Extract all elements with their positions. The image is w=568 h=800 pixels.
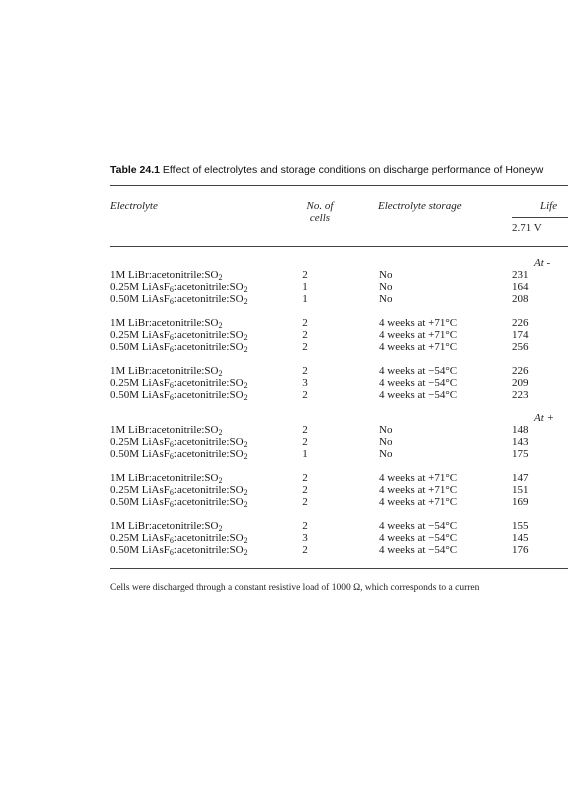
electrolyte-cell <box>110 496 248 508</box>
salt-subscript: 6 <box>169 345 174 354</box>
storage-condition: 4 weeks at −54°C <box>379 377 458 389</box>
header-storage: Electrolyte storage <box>378 200 462 212</box>
electrolyte-salt: LiBr <box>128 365 149 377</box>
life-value: 209 <box>512 377 529 389</box>
electrolyte-solvent: :acetonitrile:SO <box>173 329 244 341</box>
storage-condition: 4 weeks at +71°C <box>379 329 458 341</box>
table-row <box>110 377 568 389</box>
so2-subscript: 2 <box>218 321 223 330</box>
life-value: 226 <box>512 317 529 329</box>
so2-subscript: 2 <box>243 381 248 390</box>
electrolyte-molarity: 0.25 <box>110 484 130 496</box>
electrolyte-cell <box>110 484 248 496</box>
header-voltage: 2.71 V <box>512 222 542 234</box>
storage-condition: 4 weeks at −54°C <box>379 389 458 401</box>
so2-subscript: 2 <box>218 476 223 485</box>
electrolyte-molarity: 1 <box>110 269 116 281</box>
so2-subscript: 2 <box>243 536 248 545</box>
storage-condition: 4 weeks at +71°C <box>379 317 458 329</box>
electrolyte-solvent: :acetonitrile:SO <box>173 377 244 389</box>
storage-condition: No <box>379 293 393 305</box>
so2-subscript: 2 <box>218 369 223 378</box>
molar-unit: M <box>129 532 140 544</box>
life-value: 148 <box>512 424 529 436</box>
storage-condition: 4 weeks at −54°C <box>379 520 458 532</box>
so2-subscript: 2 <box>243 345 248 354</box>
life-value: 175 <box>512 448 529 460</box>
so2-subscript: 2 <box>218 524 223 533</box>
storage-condition: No <box>379 436 393 448</box>
table-row <box>110 436 568 448</box>
molar-unit: M <box>129 448 140 460</box>
electrolyte-molarity: 1 <box>110 365 116 377</box>
storage-condition: No <box>379 269 393 281</box>
storage-condition: 4 weeks at −54°C <box>379 544 458 556</box>
life-value: 143 <box>512 436 529 448</box>
life-value: 176 <box>512 544 529 556</box>
molar-unit: M <box>129 496 140 508</box>
cell-count: 3 <box>302 377 308 389</box>
molar-unit: M <box>115 520 126 532</box>
storage-condition: No <box>379 448 393 460</box>
so2-subscript: 2 <box>243 488 248 497</box>
cell-count: 2 <box>302 472 308 484</box>
cell-count: 1 <box>302 448 308 460</box>
table-row <box>110 424 568 436</box>
so2-subscript: 2 <box>218 273 223 282</box>
electrolyte-cell <box>110 472 222 484</box>
electrolyte-solvent: :acetonitrile:SO <box>148 269 219 281</box>
table-row <box>110 389 568 401</box>
electrolyte-solvent: :acetonitrile:SO <box>173 448 244 460</box>
electrolyte-molarity: 0.25 <box>110 532 130 544</box>
electrolyte-cell <box>110 341 248 353</box>
molar-unit: M <box>115 424 126 436</box>
electrolyte-solvent: :acetonitrile:SO <box>173 544 244 556</box>
molar-unit: M <box>129 389 140 401</box>
cell-count: 2 <box>302 436 308 448</box>
table-row <box>110 484 568 496</box>
cell-count: 2 <box>302 269 308 281</box>
electrolyte-solvent: :acetonitrile:SO <box>173 532 244 544</box>
electrolyte-cell <box>110 544 248 556</box>
electrolyte-solvent: :acetonitrile:SO <box>148 472 219 484</box>
cell-count: 2 <box>302 544 308 556</box>
electrolyte-salt: LiAsF <box>141 389 170 401</box>
storage-condition: 4 weeks at +71°C <box>379 496 458 508</box>
life-value: 208 <box>512 293 529 305</box>
table-row <box>110 520 568 532</box>
electrolyte-cell <box>110 424 222 436</box>
electrolyte-solvent: :acetonitrile:SO <box>148 365 219 377</box>
salt-subscript: 6 <box>169 393 174 402</box>
so2-subscript: 2 <box>243 297 248 306</box>
salt-subscript: 6 <box>169 285 174 294</box>
cell-count: 2 <box>302 365 308 377</box>
molar-unit: M <box>129 484 140 496</box>
electrolyte-salt: LiBr <box>128 269 149 281</box>
storage-condition: No <box>379 281 393 293</box>
electrolyte-cell <box>110 365 222 377</box>
electrolyte-molarity: 0.50 <box>110 389 130 401</box>
cell-count: 3 <box>302 532 308 544</box>
life-value: 169 <box>512 496 529 508</box>
so2-subscript: 2 <box>243 452 248 461</box>
so2-subscript: 2 <box>243 333 248 342</box>
electrolyte-molarity: 1 <box>110 520 116 532</box>
header-cells-line1: No. of <box>306 200 334 212</box>
electrolyte-solvent: :acetonitrile:SO <box>173 484 244 496</box>
electrolyte-molarity: 0.50 <box>110 448 130 460</box>
molar-unit: M <box>129 293 140 305</box>
electrolyte-salt: LiAsF <box>141 448 170 460</box>
electrolyte-solvent: :acetonitrile:SO <box>173 389 244 401</box>
salt-subscript: 6 <box>169 440 174 449</box>
electrolyte-salt: LiAsF <box>141 544 170 556</box>
section-label: At - <box>534 257 551 269</box>
electrolyte-cell <box>110 329 248 341</box>
molar-unit: M <box>129 341 140 353</box>
electrolyte-molarity: 0.50 <box>110 341 130 353</box>
electrolyte-solvent: :acetonitrile:SO <box>173 496 244 508</box>
salt-subscript: 6 <box>169 381 174 390</box>
cell-count: 2 <box>302 329 308 341</box>
cell-count: 2 <box>302 341 308 353</box>
cell-count: 2 <box>302 484 308 496</box>
cell-count: 1 <box>302 281 308 293</box>
electrolyte-cell <box>110 436 248 448</box>
molar-unit: M <box>129 544 140 556</box>
electrolyte-solvent: :acetonitrile:SO <box>173 293 244 305</box>
electrolyte-salt: LiAsF <box>141 496 170 508</box>
salt-subscript: 6 <box>169 548 174 557</box>
table-row <box>110 281 568 293</box>
molar-unit: M <box>115 472 126 484</box>
salt-subscript: 6 <box>169 536 174 545</box>
header-cells <box>295 200 345 224</box>
cell-count: 2 <box>302 317 308 329</box>
electrolyte-salt: LiBr <box>128 472 149 484</box>
cell-count: 1 <box>302 293 308 305</box>
electrolyte-cell <box>110 532 248 544</box>
electrolyte-salt: LiAsF <box>141 281 170 293</box>
electrolyte-molarity: 0.25 <box>110 329 130 341</box>
electrolyte-cell <box>110 377 248 389</box>
storage-condition: 4 weeks at −54°C <box>379 365 458 377</box>
electrolyte-cell <box>110 269 222 281</box>
table-top-rule <box>110 185 568 186</box>
storage-condition: 4 weeks at +71°C <box>379 484 458 496</box>
table-bottom-rule <box>110 568 568 569</box>
molar-unit: M <box>129 281 140 293</box>
electrolyte-salt: LiBr <box>128 520 149 532</box>
electrolyte-solvent: :acetonitrile:SO <box>173 436 244 448</box>
electrolyte-salt: LiAsF <box>141 329 170 341</box>
table-row <box>110 293 568 305</box>
life-value: 174 <box>512 329 529 341</box>
electrolyte-salt: LiBr <box>128 424 149 436</box>
cell-count: 2 <box>302 520 308 532</box>
molar-unit: M <box>129 377 140 389</box>
header-bottom-rule <box>110 246 568 247</box>
electrolyte-molarity: 0.50 <box>110 293 130 305</box>
salt-subscript: 6 <box>169 333 174 342</box>
molar-unit: M <box>129 436 140 448</box>
table-label: Table 24.1 <box>110 164 160 176</box>
cell-count: 2 <box>302 424 308 436</box>
salt-subscript: 6 <box>169 500 174 509</box>
life-value: 147 <box>512 472 529 484</box>
table-row <box>110 532 568 544</box>
molar-unit: M <box>115 365 126 377</box>
life-subheader-rule <box>512 217 568 218</box>
electrolyte-cell <box>110 448 248 460</box>
life-value: 155 <box>512 520 529 532</box>
so2-subscript: 2 <box>243 548 248 557</box>
life-value: 231 <box>512 269 529 281</box>
electrolyte-cell <box>110 293 248 305</box>
salt-subscript: 6 <box>169 452 174 461</box>
storage-condition: 4 weeks at −54°C <box>379 532 458 544</box>
storage-condition: 4 weeks at +71°C <box>379 472 458 484</box>
electrolyte-cell <box>110 520 222 532</box>
storage-condition: 4 weeks at +71°C <box>379 341 458 353</box>
life-value: 145 <box>512 532 529 544</box>
life-value: 256 <box>512 341 529 353</box>
life-value: 226 <box>512 365 529 377</box>
table-footnote: Cells were discharged through a constant resistive load of 1000 Ω, which corresponds to a curren <box>110 583 480 593</box>
electrolyte-molarity: 0.25 <box>110 377 130 389</box>
table-row <box>110 329 568 341</box>
electrolyte-molarity: 0.50 <box>110 496 130 508</box>
electrolyte-cell <box>110 389 248 401</box>
electrolyte-molarity: 1 <box>110 472 116 484</box>
table-row <box>110 496 568 508</box>
electrolyte-salt: LiBr <box>128 317 149 329</box>
table-row <box>110 448 568 460</box>
salt-subscript: 6 <box>169 297 174 306</box>
so2-subscript: 2 <box>243 393 248 402</box>
molar-unit: M <box>115 269 126 281</box>
electrolyte-salt: LiAsF <box>141 484 170 496</box>
electrolyte-cell <box>110 281 248 293</box>
electrolyte-salt: LiAsF <box>141 293 170 305</box>
table-row <box>110 544 568 556</box>
electrolyte-molarity: 1 <box>110 424 116 436</box>
table-caption <box>110 164 568 176</box>
electrolyte-salt: LiAsF <box>141 341 170 353</box>
electrolyte-solvent: :acetonitrile:SO <box>148 520 219 532</box>
electrolyte-solvent: :acetonitrile:SO <box>173 341 244 353</box>
table-row <box>110 365 568 377</box>
electrolyte-solvent: :acetonitrile:SO <box>173 281 244 293</box>
electrolyte-salt: LiAsF <box>141 532 170 544</box>
storage-condition: No <box>379 424 393 436</box>
so2-subscript: 2 <box>243 500 248 509</box>
life-value: 151 <box>512 484 529 496</box>
life-value: 223 <box>512 389 529 401</box>
electrolyte-salt: LiAsF <box>141 377 170 389</box>
electrolyte-solvent: :acetonitrile:SO <box>148 424 219 436</box>
header-electrolyte: Electrolyte <box>110 200 158 212</box>
electrolyte-molarity: 0.25 <box>110 436 130 448</box>
electrolyte-molarity: 0.25 <box>110 281 130 293</box>
table-caption-text: Effect of electrolytes and storage conditions on discharge performance of Honeyw <box>162 164 544 176</box>
salt-subscript: 6 <box>169 488 174 497</box>
electrolyte-molarity: 0.50 <box>110 544 130 556</box>
table-row <box>110 317 568 329</box>
molar-unit: M <box>129 329 140 341</box>
life-value: 164 <box>512 281 529 293</box>
cell-count: 2 <box>302 389 308 401</box>
electrolyte-solvent: :acetonitrile:SO <box>148 317 219 329</box>
electrolyte-molarity: 1 <box>110 317 116 329</box>
molar-unit: M <box>115 317 126 329</box>
electrolyte-salt: LiAsF <box>141 436 170 448</box>
so2-subscript: 2 <box>218 428 223 437</box>
cell-count: 2 <box>302 496 308 508</box>
so2-subscript: 2 <box>243 285 248 294</box>
header-life: Life <box>540 200 558 212</box>
so2-subscript: 2 <box>243 440 248 449</box>
table-row <box>110 269 568 281</box>
header-cells-line2: cells <box>309 212 331 224</box>
electrolyte-cell <box>110 317 222 329</box>
section-label: At + <box>534 412 554 424</box>
table-row <box>110 472 568 484</box>
table-row <box>110 341 568 353</box>
